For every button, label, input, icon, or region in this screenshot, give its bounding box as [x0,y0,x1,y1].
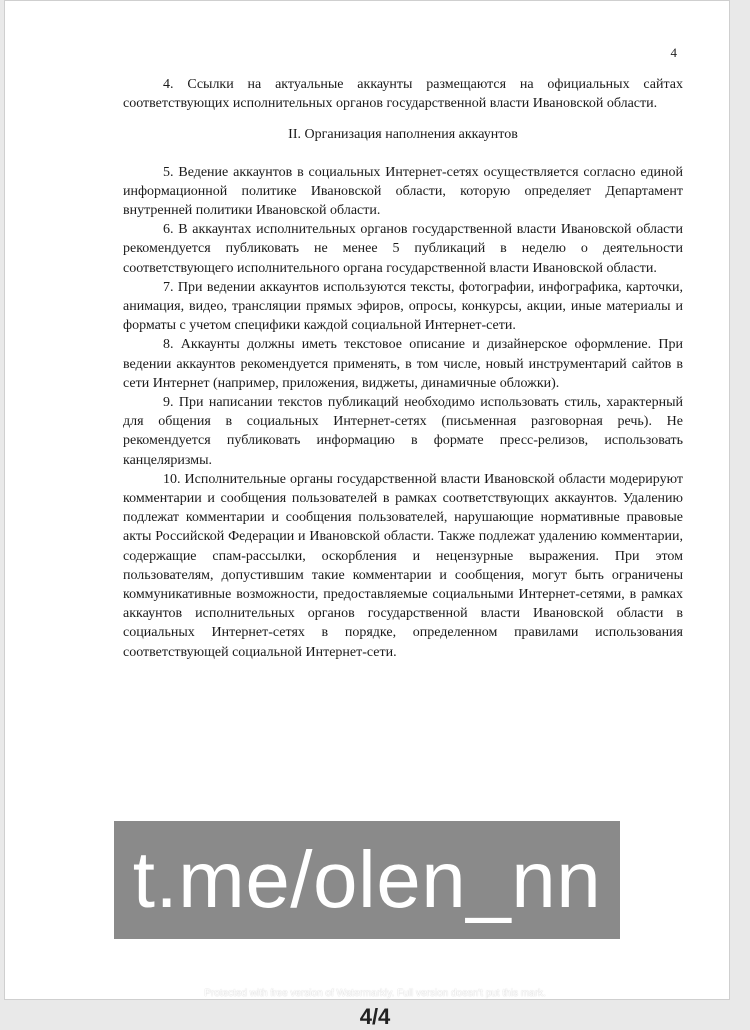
watermark-banner [114,821,620,939]
document-body [123,75,683,662]
section-heading: II. Организация наполнения аккаунтов [288,127,518,143]
paragraph-6: 6. В аккаунтах исполнительных органов государственной власти Ивановской области рекомендуется публиковать не менее 5 публикаций в неделю о деятельности соответствующего исполнительного органа государственной власти Ивановской области. [123,222,683,276]
page-counter: 4/4 [359,1004,391,1029]
watermark-text: t.me/olen_nn [132,835,602,924]
paragraph-5: 5. Ведение аккаунтов в социальных Интернет-сетях осуществляется согласно единой информационной политике Ивановской области, которую определяет Департамент внутренней политики Ивановской области. [123,164,683,219]
paragraph-4: 4. Ссылки на актуальные аккаунты размещаются на официальных сайтах соответствующих исполнительных органов государственной власти Ивановской области. [123,77,683,112]
paragraph-8: 8. Аккаунты должны иметь текстовое описание и дизайнерское оформление. При ведении аккаунтов рекомендуется применять, в том числе, новый инструментарий сайтов в сети Интернет (например, приложения, виджеты, динамичные обложки). [123,337,683,391]
paragraph-10: 10. Исполнительные органы государственной власти Ивановской области модерируют комментарии и сообщения пользователей в рамках соответствующих аккаунтов. Удалению подлежат комментарии и сообщения пользователей, нарушающие нормативные правовые акты Российской Федерации и Ивановской области. Также подлежат удалению комментарии, содержащие спам-рассылки, оскорбления и нецензурные выражения. При этом пользователям, допустившим такие комментарии и сообщения, могут быть ограничены коммуникативные возможности, предоставляемые социальными Интернет-сетями, в рамках аккаунтов исполнительных органов государственной власти Ивановской области в социальных Интернет-сетях в порядке, определенном правилами использования соответствующей социальной Интернет-сети. [123,471,683,660]
document-page [4,0,730,1000]
watermark-notice: Protected with free version of Watermarkly. Full version doesn't put this mark. [204,988,546,999]
paragraph-7: 7. При ведении аккаунтов используются тексты, фотографии, инфографика, карточки, анимация, видео, трансляции прямых эфиров, опросы, конкурсы, акции, иные материалы и форматы с учетом специфики каждой социальной Интернет-сети. [123,279,683,334]
paragraph-9: 9. При написании текстов публикаций необходимо использовать стиль, характерный для общения в социальных Интернет-сетях (письменная разговорная речь). Не рекомендуется публиковать информацию в формате пресс-релизов, использовать канцеляризмы. [123,395,683,468]
page-number: 4 [670,45,677,60]
